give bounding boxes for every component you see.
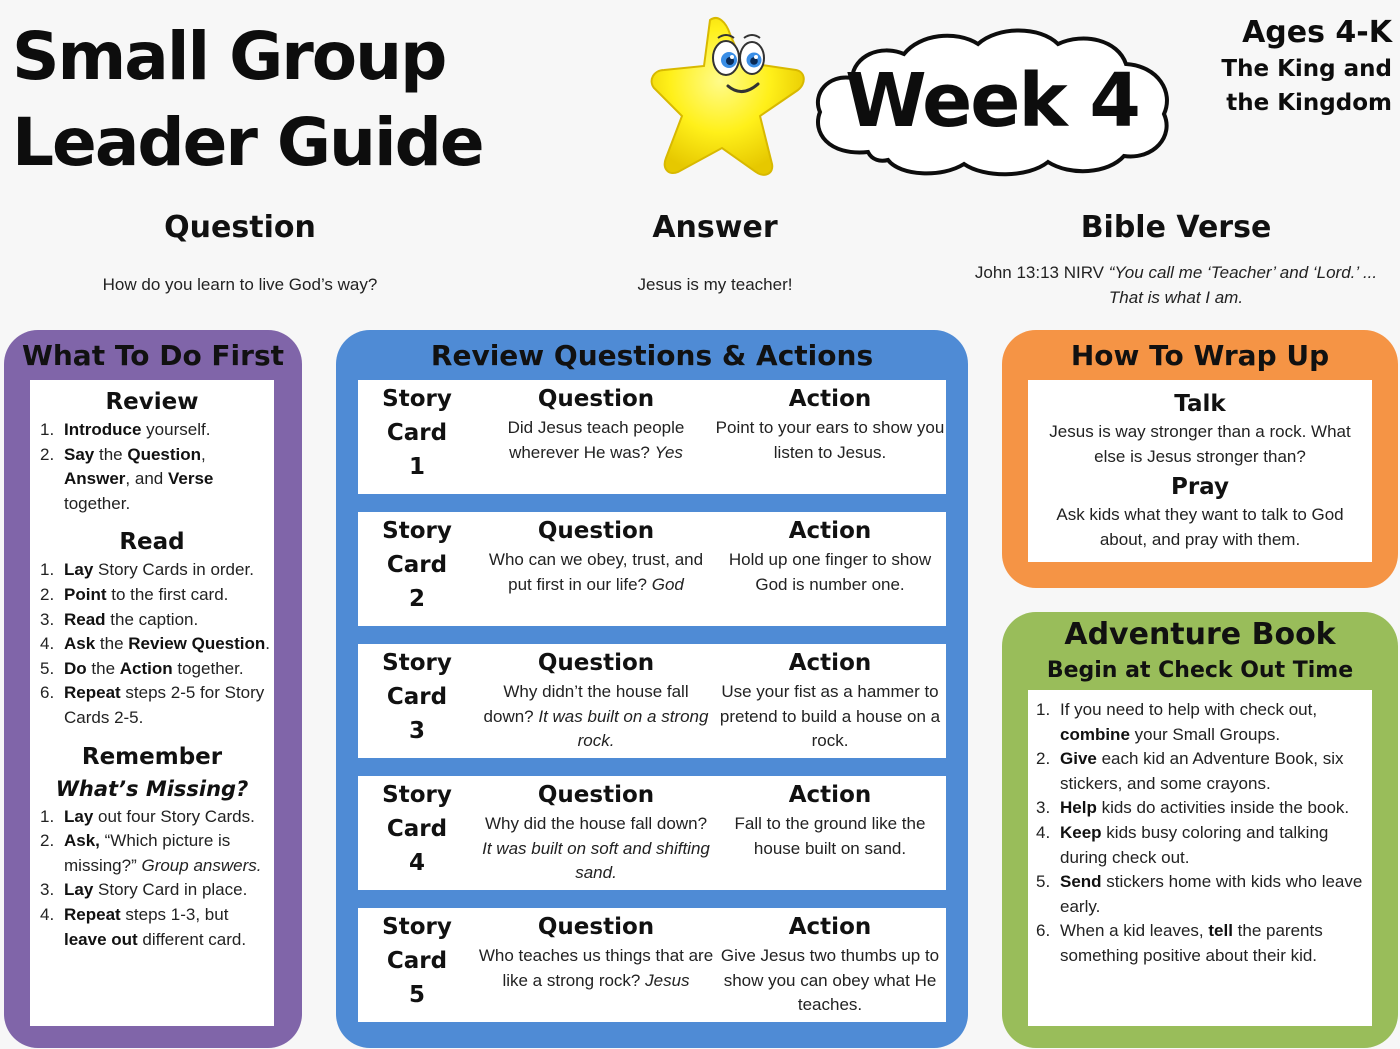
story-card-label: Story Card 2 xyxy=(382,518,452,612)
bible-verse-heading: Bible Verse xyxy=(1080,210,1272,245)
action-column: Action Point to your ears to show you listen to Jesus. xyxy=(715,386,945,462)
review-questions-title: Review Questions & Actions xyxy=(430,339,874,372)
wrap-up-title: How To Wrap Up xyxy=(1070,339,1330,372)
answer-heading: Answer xyxy=(652,210,778,245)
list-item: 4. Ask the Review Question. xyxy=(40,634,270,654)
wrap-up-content xyxy=(1028,380,1372,562)
review-questions-panel xyxy=(336,330,968,1048)
question-text: How do you learn to live God’s way? xyxy=(102,275,378,294)
pray-text: Ask kids what they want to talk to God about, and pray with them. xyxy=(1056,505,1344,549)
adventure-book-panel xyxy=(1002,612,1398,1048)
page-title xyxy=(12,14,483,186)
verse-reference: John 13:13 NIRV xyxy=(974,263,1109,282)
list-item: 1. Introduce yourself. xyxy=(40,420,211,439)
list-item: 2. Ask, “Which picture is missing?” Group answers. xyxy=(40,831,262,875)
list-item: 5. Send stickers home with kids who leave early. xyxy=(1036,872,1363,916)
question-heading: Question xyxy=(164,210,316,245)
list-item: 1. Lay out four Story Cards. xyxy=(40,806,255,826)
remember-game-title: What’s Missing? xyxy=(55,776,249,801)
question-column: Question Who can we obey, trust, and put first in our life? God xyxy=(488,518,704,594)
verse-quote-2: That is what I am. xyxy=(1108,288,1244,307)
answer-text: Jesus is my teacher! xyxy=(637,275,793,294)
question-column: Question Who teaches us things that are like a strong rock? Jesus xyxy=(478,914,714,990)
list-item: 1. Lay Story Cards in order. xyxy=(40,560,254,580)
talk-text: Jesus is way stronger than a rock. What else is Jesus stronger than? xyxy=(1049,422,1351,466)
bible-verse-text xyxy=(950,260,1400,310)
week-label: Week 4 xyxy=(845,58,1139,144)
list-item: 2. Point to the first card. xyxy=(40,584,229,604)
story-card-label: Story Card 1 xyxy=(382,386,452,480)
star-mascot-icon xyxy=(648,12,808,178)
list-item: 1. If you need to help with check out, combine your Small Groups. xyxy=(1036,700,1318,744)
list-item: 3. Help kids do activities inside the book. xyxy=(1036,798,1350,818)
what-to-do-first-panel xyxy=(4,330,302,1048)
wrap-up-panel xyxy=(1002,330,1398,588)
review-list xyxy=(34,418,270,516)
what-to-do-first-title: What To Do First xyxy=(21,339,285,372)
list-item: 3. Read the caption. xyxy=(40,609,199,629)
question-column: Question Why did the house fall down? It was built on soft and shifting sand. xyxy=(482,782,710,882)
action-column: Action Use your fist as a hammer to pretend to build a house on a rock. xyxy=(719,650,941,750)
what-to-do-first-content xyxy=(30,380,274,1026)
story-card-row-1 xyxy=(358,380,946,494)
title-line-1: Small Group xyxy=(12,18,446,95)
talk-heading: Talk xyxy=(1174,391,1226,417)
list-item: 4. Keep kids busy coloring and talking during check out. xyxy=(1036,822,1329,867)
review-heading: Review xyxy=(105,389,199,415)
adventure-book-subtitle: Begin at Check Out Time xyxy=(1046,658,1354,683)
ages-label: Ages 4-K xyxy=(1242,15,1392,50)
list-item: 2. Give each kid an Adventure Book, six stickers, and some crayons. xyxy=(1036,749,1344,793)
age-series-label xyxy=(1221,14,1392,120)
story-card-row-4 xyxy=(358,776,946,890)
list-item: 2. Say the Question, Answer, and Verse together. xyxy=(40,444,214,513)
story-card-row-5 xyxy=(358,908,946,1022)
remember-heading: Remember xyxy=(81,743,223,770)
adventure-book-content xyxy=(1028,690,1372,1026)
remember-list xyxy=(34,805,270,953)
read-list xyxy=(34,558,270,730)
adventure-book-list xyxy=(1030,698,1366,969)
read-heading: Read xyxy=(119,529,185,556)
question-column: Question Why didn’t the house fall down? It was built on a strong rock. xyxy=(483,650,709,750)
story-card-row-2 xyxy=(358,512,946,626)
story-card-row-3 xyxy=(358,644,946,758)
action-column: Action Give Jesus two thumbs up to show you can obey what He teaches. xyxy=(720,914,940,1014)
list-item: 4. Repeat steps 1-3, but leave out different card. xyxy=(40,904,247,949)
action-column: Action Fall to the ground like the house built on sand. xyxy=(734,782,926,858)
pray-heading: Pray xyxy=(1170,474,1229,500)
list-item: 6. Repeat steps 2-5 for Story Cards 2-5. xyxy=(40,683,265,727)
story-card-label: Story Card 4 xyxy=(382,782,452,876)
series-line-2: the Kingdom xyxy=(1226,90,1392,116)
question-column: Question Did Jesus teach people wherever He was? Yes xyxy=(507,386,685,462)
adventure-book-title: Adventure Book xyxy=(1064,617,1336,652)
title-line-2: Leader Guide xyxy=(12,104,483,181)
list-item: 6. When a kid leaves, tell the parents something positive about their kid. xyxy=(1036,921,1323,965)
series-line-1: The King and xyxy=(1221,56,1392,82)
verse-quote-1: “You call me ‘Teacher’ and ‘Lord.’ ... xyxy=(1108,263,1378,282)
action-column: Action Hold up one finger to show God is number one. xyxy=(728,518,932,594)
list-item: 5. Do the Action together. xyxy=(40,658,244,678)
story-card-label: Story Card 5 xyxy=(382,914,452,1008)
story-card-label: Story Card 3 xyxy=(382,650,452,744)
list-item: 3. Lay Story Card in place. xyxy=(40,880,248,900)
